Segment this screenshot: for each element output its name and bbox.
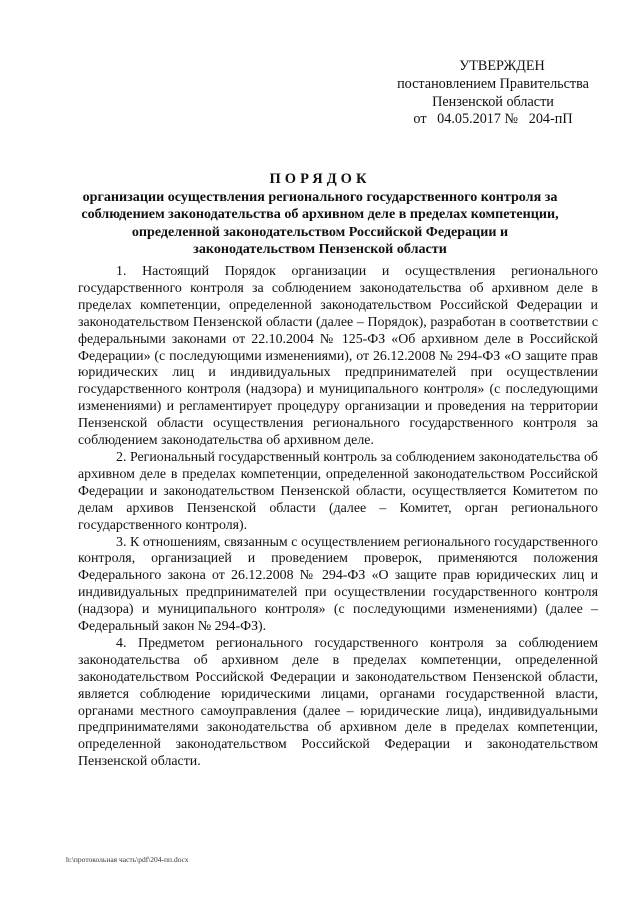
- paragraph-3: 3. К отношениям, связанным с осуществлением регионального государственного контроля, организацией и проведением проверок, применяются положения Федерального закона от 26.12.2008 № 294-ФЗ «О защите прав юридических лиц и индивидуальных предпринимателей при осуществлении государственного контроля (надзора) и муниципального контроля» (с последующими изменениями) (далее – Федеральный закон № 294-ФЗ).: [78, 534, 598, 635]
- title-subtitle: организации осуществления регионального государственного контроля за соблюдением законодательства об архивном деле в пределах компетенции, определенной законодательством Российской Федерации и законодательством Пензенской области: [81, 189, 559, 258]
- paragraph-2: 2. Региональный государственный контроль за соблюдением законодательства об архивном деле в пределах компетенции, определенной законодательством Российской Федерации и законодательством Пензенской области, осуществляется Комитетом по делам архивов Пензенской области (далее – Комитет, орган регионального государственного контроля).: [78, 449, 598, 533]
- file-path-footer: h:\протокольная часть\pdf\204-пп.docx: [66, 855, 189, 864]
- document-title: [80, 170, 560, 259]
- approval-date-number: от 04.05.2017 № 204-пП: [413, 111, 573, 128]
- title-main: ПОРЯДОК: [269, 171, 371, 187]
- paragraph-4: 4. Предметом регионального государственного контроля за соблюдением законодательства об архивном деле в пределах компетенции, определенной законодательством Российской Федерации и законодательством Пензенской области, является соблюдение юридическими лицами, органами государственной власти, органами местного самоуправления (далее – юридические лица), индивидуальными предпринимателями законодательства об архивном деле в пределах компетенции, определенной законодательством Российской Федерации и законодательством Пензенской области.: [78, 635, 598, 770]
- approval-stamp: [388, 58, 598, 129]
- approval-heading: УТВЕРЖДЕН: [459, 58, 545, 74]
- paragraph-1: 1. Настоящий Порядок организации и осуществления регионального государственного контроля за соблюдением законодательства об архивном деле в пределах компетенции, определенной законодательством Российской Федерации и законодательством Пензенской области (далее – Порядок), разработан в соответствии с федеральными законами от 22.10.2004 № 125-ФЗ «Об архивном деле в Российской Федерации» (с последующими изменениями), от 26.12.2008 № 294-ФЗ «О защите прав юридических лиц и индивидуальных предпринимателей при осуществлении государственного контроля (надзора) и муниципального контроля» (с последующими изменениями) и регламентирует процедуру организации и проведения на территории Пензенской области осуществления регионального государственного контроля за соблюдением законодательства об архивном деле.: [78, 264, 598, 449]
- document-body: [78, 264, 598, 771]
- approval-region: Пензенской области: [432, 93, 554, 110]
- approval-by: постановлением Правительства: [397, 75, 589, 92]
